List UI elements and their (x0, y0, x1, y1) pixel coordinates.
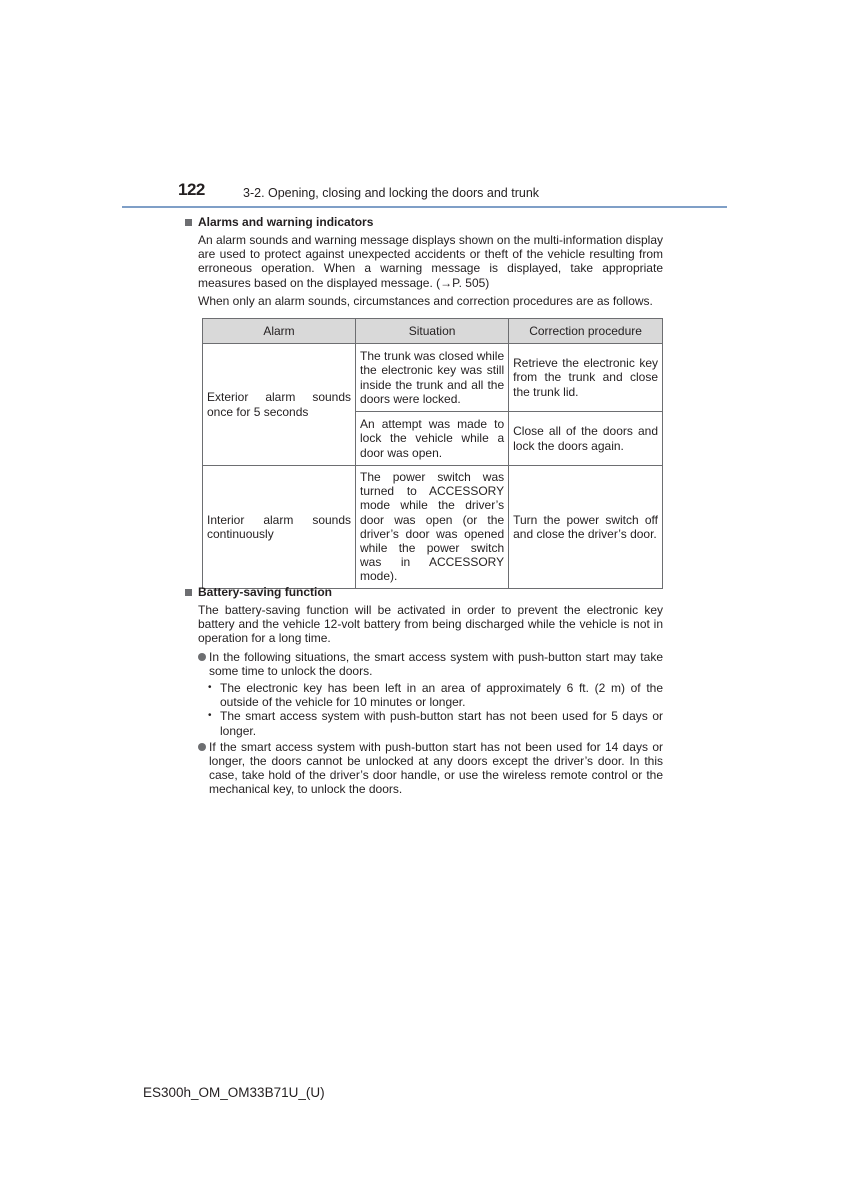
bullet-text: If the smart access system with push-button start has not been used for 14 days or longer, the doors cannot be unlocked at any doors except the driver’s door. In this case, take hold of the driver’s door handle, or use the wireless remote control or the mechanical key, to unlock the doors. (209, 739, 663, 797)
sub-bullet-text: The electronic key has been left in an area of approximately 6 ft. (2 m) of the outside of the vehicle for 10 minutes or longer. (220, 681, 663, 710)
section-title: 3-2. Opening, closing and locking the doors and trunk (243, 186, 540, 200)
sub-list-item (208, 709, 663, 737)
procedure-cell: Retrieve the electronic key from the trunk and close the trunk lid. (509, 344, 663, 412)
alarms-heading (185, 215, 663, 229)
table-header-row (203, 319, 663, 344)
header-alarm: Alarm (203, 319, 356, 344)
table-row (203, 344, 663, 412)
alarms-heading-text: Alarms and warning indicators (198, 215, 374, 229)
alarms-section (185, 215, 663, 308)
battery-bullet-list (198, 650, 663, 797)
procedure-cell: Turn the power switch off and close the driver’s door. (509, 466, 663, 589)
sub-list-item (208, 681, 663, 709)
header-situation: Situation (356, 319, 509, 344)
middot-icon: • (208, 710, 212, 722)
alarm-cell: Exterior alarm sounds once for 5 seconds (203, 344, 356, 466)
alarm-table (202, 318, 663, 589)
square-bullet-icon (185, 219, 192, 226)
middot-icon: • (208, 682, 212, 694)
situation-cell: The trunk was closed while the electronic key was still inside the trunk and all the doors were locked. (356, 344, 509, 412)
bullet-text: In the following situations, the smart access system with push-button start may take some time to unlock the doors. (209, 649, 663, 678)
battery-heading (185, 585, 663, 599)
header-divider (122, 206, 727, 208)
list-item (198, 650, 663, 678)
battery-heading-text: Battery-saving function (198, 585, 333, 599)
battery-intro: The battery-saving function will be activated in order to prevent the electronic key battery and the vehicle 12-volt battery from being discharged while the vehicle is not in operation for a long time. (198, 603, 663, 646)
header-procedure: Correction procedure (509, 319, 663, 344)
procedure-cell: Close all of the doors and lock the doors again. (509, 412, 663, 466)
situation-cell: The power switch was turned to ACCESSORY mode while the driver’s door was open (or the driver’s door was opened while the power switch was in ACCESSORY mode). (356, 466, 509, 589)
sub-bullet-text: The smart access system with push-button start has not been used for 5 days or longer. (220, 709, 663, 738)
battery-section (185, 585, 663, 797)
situation-cell: An attempt was made to lock the vehicle while a door was open. (356, 412, 509, 466)
list-item (198, 740, 663, 797)
document-code: ES300h_OM_OM33B71U_(U) (143, 1085, 325, 1100)
alarms-note: When only an alarm sounds, circumstances and correction procedures are as follows. (198, 293, 653, 308)
alarms-intro: An alarm sounds and warning message displays shown on the multi-information display are used to protect against unexpected accidents or theft of the vehicle resulting from erroneous operation. When a warning message is displayed, take appropriate measures based on the displayed message. (→P. 505) (198, 233, 663, 290)
page-number: 122 (178, 180, 205, 199)
table-row (203, 466, 663, 589)
bullet-dot-icon (198, 653, 206, 661)
alarm-cell: Interior alarm sounds continuously (203, 466, 356, 589)
square-bullet-icon (185, 589, 192, 596)
bullet-dot-icon (198, 743, 206, 751)
